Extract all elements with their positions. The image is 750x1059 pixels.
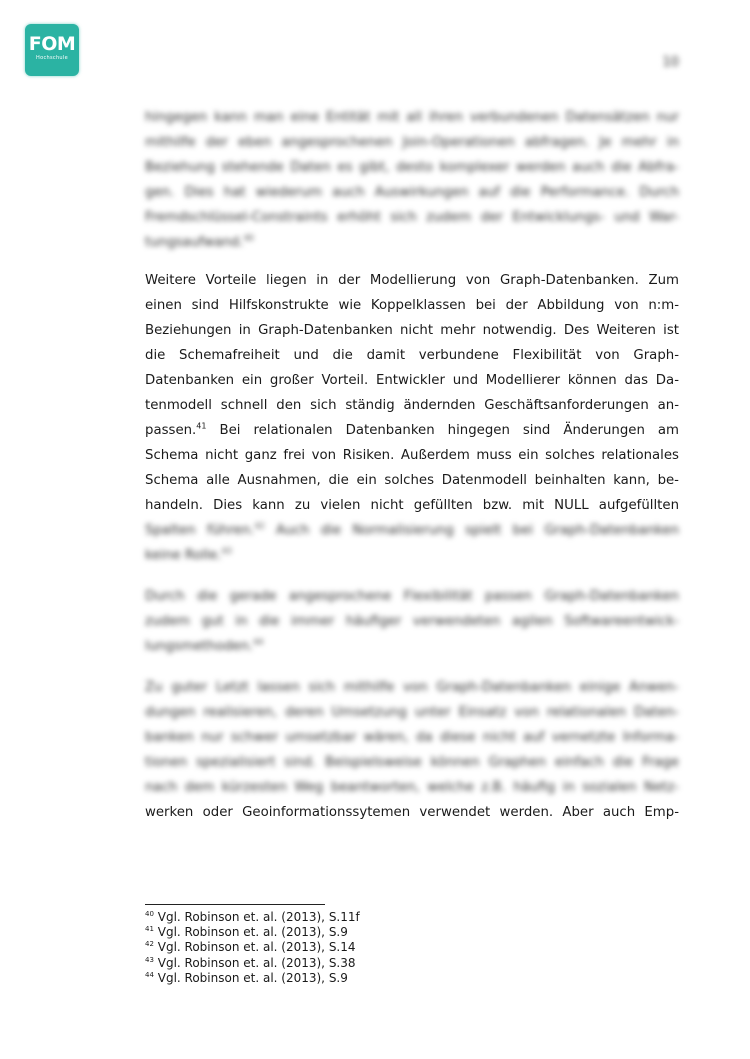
paragraph-line: Beziehung stehende Daten es gibt, desto komplexer werden auch die Abfra- (145, 160, 679, 175)
line-text: Bei relationalen Datenbanken hingegen sind Änderungen am (206, 423, 679, 438)
footnote-ref: 42 (254, 521, 265, 531)
paragraph-line: die Schemafreiheit und die damit verbundene Flexibilität von Graph- (145, 348, 679, 363)
paragraph-line (145, 230, 679, 255)
footnote-text: Vgl. Robinson et. al. (2013), S.11f (157, 910, 360, 924)
paragraph-line: Durch die gerade angesprochene Flexibilität passen Graph-Datenbanken (145, 589, 679, 604)
paragraph-line: Zu guter Letzt lassen sich mithilfe von Graph-Datenbanken einige Anwen- (145, 680, 679, 695)
footnote-number: 40 (145, 910, 154, 918)
paragraph-line: werken oder Geoinformationssytemen verwendet werden. Aber auch Emp- (145, 805, 679, 820)
paragraph-line: tionen spezialisiert sind. Beispielsweise können Graphen einfach die Frage (145, 755, 679, 770)
footnote-number: 42 (145, 940, 154, 949)
footnote-ref: 40 (243, 233, 254, 243)
footnote (145, 956, 360, 971)
footnote-ref: 41 (196, 421, 207, 431)
paragraph-line (145, 634, 679, 659)
fom-logo (25, 24, 79, 76)
footnote-text: Vgl. Robinson et. al. (2013), S.9 (157, 925, 348, 940)
line-text: tungsaufwand. (145, 235, 244, 250)
paragraph-2 (145, 268, 679, 568)
line-text: lungsmethoden. (145, 639, 254, 654)
footnote-number: 43 (145, 955, 154, 964)
paragraph-1 (145, 105, 679, 255)
line-text: Auch die Normalisierung spielt bei Graph-Datenbanken (264, 523, 679, 538)
paragraph-line: nach dem kürzesten Weg beantworten, welche z.B. häufig in sozialen Netz- (145, 780, 679, 795)
paragraph-line: Schema nicht ganz frei von Risiken. Außerdem muss ein solches relationales (145, 448, 679, 463)
footnote-text: Vgl. Robinson et. al. (2013), S.38 (157, 955, 356, 970)
footnote-ref: 43 (221, 546, 232, 556)
paragraph-line: hingegen kann man eine Entität mit all ihren verbundenen Datensätzen nur (145, 110, 679, 125)
paragraph-line: dungen realisieren, deren Umsetzung unter Einsatz von relationalen Daten- (145, 705, 679, 720)
paragraph-3 (145, 584, 679, 659)
page-number: 10 (662, 55, 679, 70)
paragraph-line: Schema alle Ausnahmen, die ein solches Datenmodell beinhalten kann, be- (145, 473, 679, 488)
paragraph-line: tenmodell schnell den sich ständig ändernden Geschäftsanforderungen an- (145, 398, 679, 413)
footnote-text: Vgl. Robinson et. al. (2013), S.9 (157, 970, 348, 985)
footnote (145, 940, 360, 955)
paragraph-line: banken nur schwer umsetzbar wären, da diese nicht auf vernetzte Informa- (145, 730, 679, 745)
line-text: Spalten führen. (145, 523, 255, 538)
footnote-text: Vgl. Robinson et. al. (2013), S.14 (157, 940, 356, 955)
footnote-ref: 44 (253, 637, 264, 647)
footnote (145, 971, 360, 986)
footnote-number: 41 (145, 925, 154, 934)
paragraph-line: handeln. Dies kann zu vielen nicht gefüllten bzw. mit NULL aufgefüllten (145, 498, 679, 513)
logo-subtext: Hochschule (36, 55, 68, 61)
footnote (145, 925, 360, 940)
paragraph-line (145, 518, 679, 543)
paragraph-line: gen. Dies hat wiederum auch Auswirkungen auf die Performance. Durch (145, 185, 679, 200)
line-text: passen. (145, 423, 197, 438)
footnote-divider (145, 904, 325, 905)
paragraph-line: mithilfe der eben angesprochenen Join-Operationen abfragen. Je mehr in (145, 135, 679, 150)
line-text: keine Rolle. (145, 548, 222, 563)
paragraph-line (145, 543, 679, 568)
paragraph-line: Fremdschlüssel-Constraints erhöht sich zudem der Entwicklungs- und War- (145, 210, 679, 225)
paragraph-line: Beziehungen in Graph-Datenbanken nicht mehr notwendig. Des Weiteren ist (145, 323, 679, 338)
paragraph-4 (145, 675, 679, 825)
footnotes (145, 910, 360, 986)
footnote (145, 910, 360, 925)
paragraph-line: einen sind Hilfskonstrukte wie Koppelklassen bei der Abbildung von n:m- (145, 298, 679, 313)
logo-text: FOM (28, 33, 76, 55)
paragraph-line (145, 418, 679, 443)
paragraph-line: Weitere Vorteile liegen in der Modellierung von Graph-Datenbanken. Zum (145, 273, 679, 288)
paragraph-line: zudem gut in die immer häufiger verwendeten agilen Softwareentwick- (145, 614, 679, 629)
footnote-number: 44 (145, 970, 154, 979)
paragraph-line: Datenbanken ein großer Vorteil. Entwickler und Modellierer können das Da- (145, 373, 679, 388)
